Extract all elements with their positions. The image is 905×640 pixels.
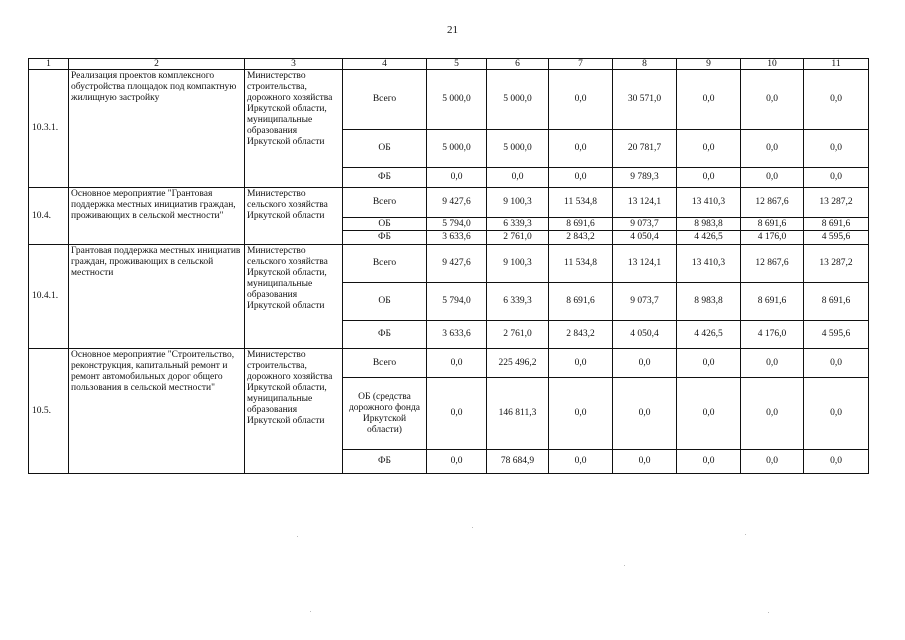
funding-value: 12 867,6 [741, 245, 804, 283]
funding-value: 0,0 [549, 378, 613, 450]
funding-value: 9 073,7 [613, 218, 677, 231]
funding-value: 8 691,6 [549, 218, 613, 231]
column-header: 6 [487, 59, 549, 70]
funding-value: 4 595,6 [804, 231, 869, 245]
funding-value: 6 339,3 [487, 283, 549, 321]
table-row [29, 70, 869, 130]
funding-value: 0,0 [741, 378, 804, 450]
funding-value: 8 691,6 [741, 218, 804, 231]
funding-value: 8 983,8 [677, 218, 741, 231]
column-header: 4 [343, 59, 427, 70]
funding-value: 9 100,3 [487, 245, 549, 283]
funding-value: 0,0 [741, 168, 804, 188]
funding-value: 0,0 [549, 349, 613, 378]
executor: Министерство строительства, дорожного хозяйства Иркутской области, муниципальные образования Иркутской области [245, 349, 343, 474]
funding-value: 0,0 [741, 70, 804, 130]
funding-value: 8 691,6 [741, 283, 804, 321]
column-header: 7 [549, 59, 613, 70]
funding-value: 0,0 [549, 450, 613, 474]
table-row [29, 245, 869, 283]
funding-source: ОБ [343, 218, 427, 231]
funding-value: 0,0 [677, 130, 741, 168]
funding-value: 0,0 [549, 130, 613, 168]
funding-value: 5 794,0 [427, 218, 487, 231]
activity-name: Основное мероприятие "Строительство, реконструкция, капитальный ремонт и ремонт автомобильных дорог общего пользования в сельской местности" [69, 349, 245, 474]
funding-value: 5 794,0 [427, 283, 487, 321]
funding-source: ФБ [343, 321, 427, 349]
funding-value: 2 843,2 [549, 321, 613, 349]
scan-speck [624, 565, 625, 566]
activity-name: Основное мероприятие "Грантовая поддержка местных инициатив граждан, проживающих в сельской местности" [69, 188, 245, 245]
funding-value: 0,0 [804, 168, 869, 188]
program-table [28, 58, 869, 474]
funding-value: 0,0 [677, 450, 741, 474]
funding-value: 0,0 [741, 130, 804, 168]
activity-name: Грантовая поддержка местных инициатив граждан, проживающих в сельской местности [69, 245, 245, 349]
funding-value: 4 176,0 [741, 321, 804, 349]
funding-value: 0,0 [804, 450, 869, 474]
funding-value: 0,0 [677, 349, 741, 378]
row-code: 10.4.1. [29, 245, 69, 349]
executor: Министерство строительства, дорожного хозяйства Иркутской области, муниципальные образования Иркутской области [245, 70, 343, 188]
funding-value: 13 410,3 [677, 188, 741, 218]
funding-value: 0,0 [804, 130, 869, 168]
funding-value: 0,0 [613, 450, 677, 474]
funding-value: 0,0 [549, 168, 613, 188]
funding-value: 13 124,1 [613, 245, 677, 283]
funding-value: 20 781,7 [613, 130, 677, 168]
funding-value: 6 339,3 [487, 218, 549, 231]
column-header: 5 [427, 59, 487, 70]
funding-value: 4 050,4 [613, 231, 677, 245]
column-header: 11 [804, 59, 869, 70]
scan-speck [310, 611, 311, 612]
funding-source: Всего [343, 349, 427, 378]
funding-value: 4 050,4 [613, 321, 677, 349]
funding-value: 9 073,7 [613, 283, 677, 321]
funding-value: 2 761,0 [487, 231, 549, 245]
funding-value: 12 867,6 [741, 188, 804, 218]
funding-value: 0,0 [804, 349, 869, 378]
row-code: 10.3.1. [29, 70, 69, 188]
funding-value: 9 789,3 [613, 168, 677, 188]
funding-source: ФБ [343, 450, 427, 474]
funding-value: 3 633,6 [427, 231, 487, 245]
funding-source: ОБ [343, 130, 427, 168]
funding-value: 2 843,2 [549, 231, 613, 245]
funding-value: 0,0 [741, 349, 804, 378]
funding-value: 13 410,3 [677, 245, 741, 283]
funding-value: 11 534,8 [549, 245, 613, 283]
funding-value: 0,0 [487, 168, 549, 188]
row-code: 10.4. [29, 188, 69, 245]
table-row [29, 188, 869, 218]
funding-value: 0,0 [677, 378, 741, 450]
funding-value: 4 176,0 [741, 231, 804, 245]
funding-source: ФБ [343, 231, 427, 245]
funding-value: 2 761,0 [487, 321, 549, 349]
funding-value: 0,0 [804, 70, 869, 130]
funding-value: 0,0 [549, 70, 613, 130]
activity-name: Реализация проектов комплексного обустройства площадок под компактную жилищную застройку [69, 70, 245, 188]
column-header: 3 [245, 59, 343, 70]
funding-value: 11 534,8 [549, 188, 613, 218]
funding-value: 8 691,6 [804, 283, 869, 321]
funding-value: 0,0 [613, 349, 677, 378]
row-code: 10.5. [29, 349, 69, 474]
funding-value: 13 287,2 [804, 245, 869, 283]
table-row [29, 349, 869, 378]
funding-value: 4 426,5 [677, 231, 741, 245]
funding-value: 13 287,2 [804, 188, 869, 218]
funding-value: 9 427,6 [427, 245, 487, 283]
funding-value: 8 983,8 [677, 283, 741, 321]
funding-value: 4 426,5 [677, 321, 741, 349]
funding-value: 0,0 [741, 450, 804, 474]
funding-source: ФБ [343, 168, 427, 188]
funding-value: 5 000,0 [487, 70, 549, 130]
executor: Министерство сельского хозяйства Иркутской области, муниципальные образования Иркутской области [245, 245, 343, 349]
column-header: 9 [677, 59, 741, 70]
scan-speck [745, 534, 746, 535]
funding-value: 0,0 [427, 349, 487, 378]
scan-speck [297, 536, 298, 537]
executor: Министерство сельского хозяйства Иркутской области [245, 188, 343, 245]
page-number: 21 [447, 24, 458, 36]
funding-value: 30 571,0 [613, 70, 677, 130]
column-header-row [29, 59, 869, 70]
funding-value: 0,0 [613, 378, 677, 450]
funding-source: Всего [343, 70, 427, 130]
funding-source: ОБ [343, 283, 427, 321]
column-header: 8 [613, 59, 677, 70]
column-header: 10 [741, 59, 804, 70]
funding-value: 78 684,9 [487, 450, 549, 474]
funding-value: 9 100,3 [487, 188, 549, 218]
funding-value: 9 427,6 [427, 188, 487, 218]
funding-value: 5 000,0 [487, 130, 549, 168]
funding-value: 5 000,0 [427, 70, 487, 130]
funding-value: 8 691,6 [804, 218, 869, 231]
funding-value: 5 000,0 [427, 130, 487, 168]
funding-source: Всего [343, 245, 427, 283]
funding-value: 0,0 [427, 450, 487, 474]
funding-value: 4 595,6 [804, 321, 869, 349]
funding-value: 0,0 [804, 378, 869, 450]
scan-speck [768, 612, 769, 613]
funding-value: 8 691,6 [549, 283, 613, 321]
funding-source: Всего [343, 188, 427, 218]
funding-value: 0,0 [427, 168, 487, 188]
column-header: 2 [69, 59, 245, 70]
funding-value: 225 496,2 [487, 349, 549, 378]
funding-value: 0,0 [427, 378, 487, 450]
funding-value: 146 811,3 [487, 378, 549, 450]
funding-source: ОБ (средства дорожного фонда Иркутской области) [343, 378, 427, 450]
funding-value: 3 633,6 [427, 321, 487, 349]
scan-speck [472, 527, 473, 528]
funding-value: 0,0 [677, 70, 741, 130]
funding-value: 13 124,1 [613, 188, 677, 218]
column-header: 1 [29, 59, 69, 70]
funding-value: 0,0 [677, 168, 741, 188]
